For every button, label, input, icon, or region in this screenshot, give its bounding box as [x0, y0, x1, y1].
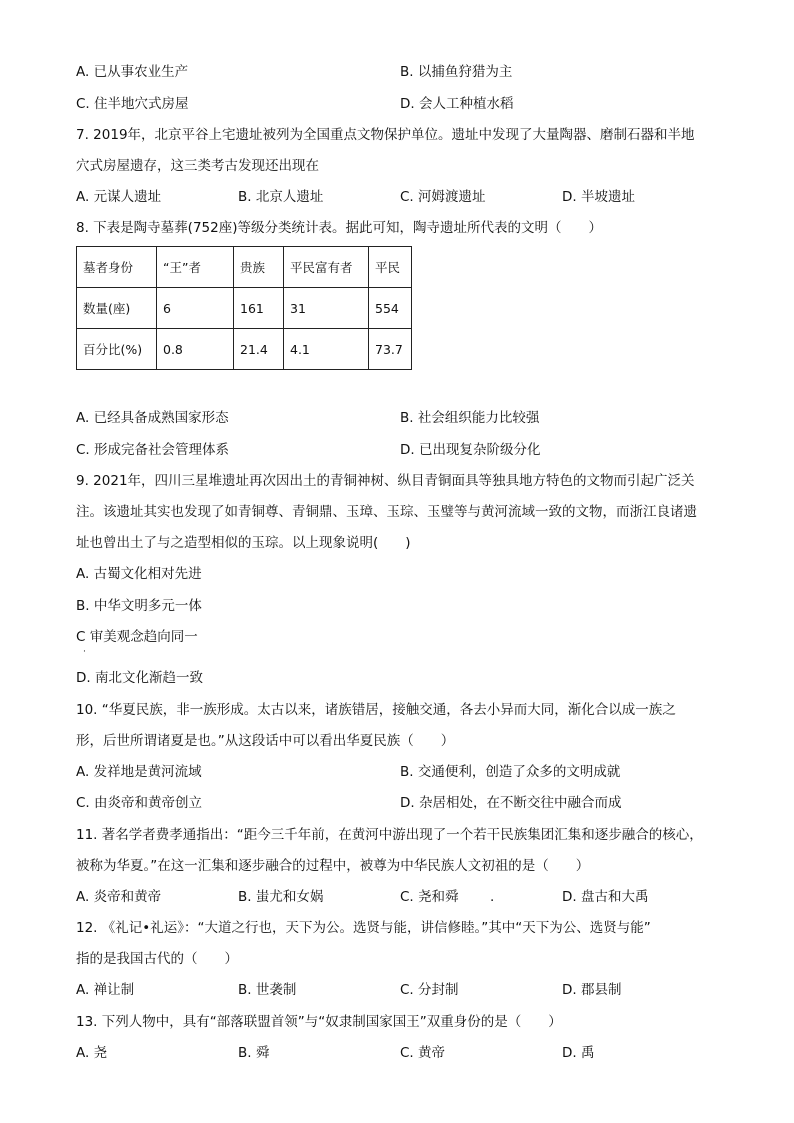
table-cell: “王”者 — [157, 247, 234, 288]
table-cell: 161 — [234, 288, 284, 329]
q12-option-c: C. 分封制 — [400, 982, 459, 998]
table-cell: 554 — [369, 288, 412, 329]
table-cell: 平民 — [369, 247, 412, 288]
q10-option-b: B. 交通便利，创造了众多的文明成就 — [400, 764, 621, 780]
table-cell: 31 — [284, 288, 369, 329]
q12-stem-line1: 12. 《礼记•礼运》：“大道之行也，天下为公。选贤与能，讲信修睦。”其中“天下为公、选贤与能” — [76, 920, 651, 936]
q12-option-d: D. 郡县制 — [562, 982, 622, 998]
q10-stem-line1: 10. “华夏民族，非一族形成。太古以来，诸族错居，接触交通，各去小异而大同，渐化合以成一族之 — [76, 702, 676, 718]
q8-option-c: C. 形成完备社会管理体系 — [76, 442, 230, 458]
tomb-stats-table — [76, 246, 412, 370]
q7-option-b: B. 北京人遗址 — [238, 189, 324, 205]
q8-option-a: A. 已经具备成熟国家形态 — [76, 410, 229, 426]
q6-option-a: A. 已从事农业生产 — [76, 64, 189, 80]
table-row — [77, 329, 412, 370]
q6-option-c: C. 住半地穴式房屋 — [76, 96, 189, 112]
q13-option-d: D. 禹 — [562, 1045, 595, 1061]
q12-option-b: B. 世袭制 — [238, 982, 297, 998]
table-cell: 4.1 — [284, 329, 369, 370]
q13-stem-line1: 13. 下列人物中，具有“部落联盟首领”与“奴隶制国家国王”双重身份的是（ ） — [76, 1014, 562, 1030]
stray-dot-mark: · — [83, 647, 86, 657]
q10-stem-line2: 形，后世所谓诸夏是也。”从这段话中可以看出华夏民族（ ） — [76, 733, 455, 749]
q8-stem-line1: 8. 下表是陶寺墓葬(752座)等级分类统计表。据此可知，陶寺遗址所代表的文明（ ） — [76, 220, 602, 236]
q10-option-c: C. 由炎帝和黄帝创立 — [76, 795, 203, 811]
q9-stem-line1: 9. 2021年，四川三星堆遗址再次因出土的青铜神树、纵目青铜面具等独具地方特色的文物而引起广泛关 — [76, 473, 695, 489]
q12-stem-line2: 指的是我国古代的（ ） — [76, 951, 238, 967]
q13-option-a: A. 尧 — [76, 1045, 108, 1061]
q7-option-a: A. 元谋人遗址 — [76, 189, 162, 205]
table-cell: 百分比(%) — [77, 329, 157, 370]
table-cell: 数量(座) — [77, 288, 157, 329]
q11-option-d: D. 盘古和大禹 — [562, 889, 649, 905]
q11-stem-line1: 11. 著名学者费孝通指出：“距今三千年前，在黄河中游出现了一个若干民族集团汇集和逐步融合的核心， — [76, 827, 703, 843]
q9-option-c: C 审美观念趋向同一 — [76, 629, 198, 645]
q9-option-a: A. 古蜀文化相对先进 — [76, 566, 202, 582]
q9-stem-line2: 注。该遗址其实也发现了如青铜尊、青铜鼎、玉璋、玉琮、玉璧等与黄河流域一致的文物，而浙江良诸遗 — [76, 504, 697, 520]
table-cell: 6 — [157, 288, 234, 329]
table-cell: 73.7 — [369, 329, 412, 370]
q7-option-d: D. 半坡遗址 — [562, 189, 635, 205]
q11-option-a: A. 炎帝和黄帝 — [76, 889, 162, 905]
q12-option-a: A. 禅让制 — [76, 982, 135, 998]
q9-stem-line3: 址也曾出土了与之造型相似的玉琮。以上现象说明( ) — [76, 535, 411, 551]
q9-option-d: D. 南北文化渐趋一致 — [76, 670, 203, 686]
table-cell: 墓者身份 — [77, 247, 157, 288]
q8-option-d: D. 已出现复杂阶级分化 — [400, 442, 541, 458]
q10-option-d: D. 杂居相处，在不断交往中融合而成 — [400, 795, 622, 811]
table-row — [77, 247, 412, 288]
q6-option-d: D. 会人工种植水稻 — [400, 96, 514, 112]
q7-option-c: C. 河姆渡遗址 — [400, 189, 486, 205]
table-cell: 21.4 — [234, 329, 284, 370]
q7-stem-line2: 穴式房屋遗存，这三类考古发现还出现在 — [76, 158, 319, 174]
table-row — [77, 288, 412, 329]
q7-stem-line1: 7. 2019年，北京平谷上宅遗址被列为全国重点文物保护单位。遗址中发现了大量陶器、磨制石器和半地 — [76, 127, 695, 143]
table-cell: 贵族 — [234, 247, 284, 288]
q9-option-b: B. 中华文明多元一体 — [76, 598, 202, 614]
q6-option-b: B. 以捕鱼狩猎为主 — [400, 64, 513, 80]
q11-stem-line2: 被称为华夏。”在这一汇集和逐步融合的过程中，被尊为中华民族人文初祖的是（ ） — [76, 858, 590, 874]
q13-option-c: C. 黄帝 — [400, 1045, 446, 1061]
q13-option-b: B. 舜 — [238, 1045, 270, 1061]
q11-option-c: C. 尧和舜 — [400, 889, 459, 905]
q11-option-b: B. 蚩尤和女娲 — [238, 889, 324, 905]
table-cell: 0.8 — [157, 329, 234, 370]
q10-option-a: A. 发祥地是黄河流域 — [76, 764, 202, 780]
stray-dot-mark: . — [490, 889, 495, 905]
q8-option-b: B. 社会组织能力比较强 — [400, 410, 540, 426]
table-cell: 平民富有者 — [284, 247, 369, 288]
